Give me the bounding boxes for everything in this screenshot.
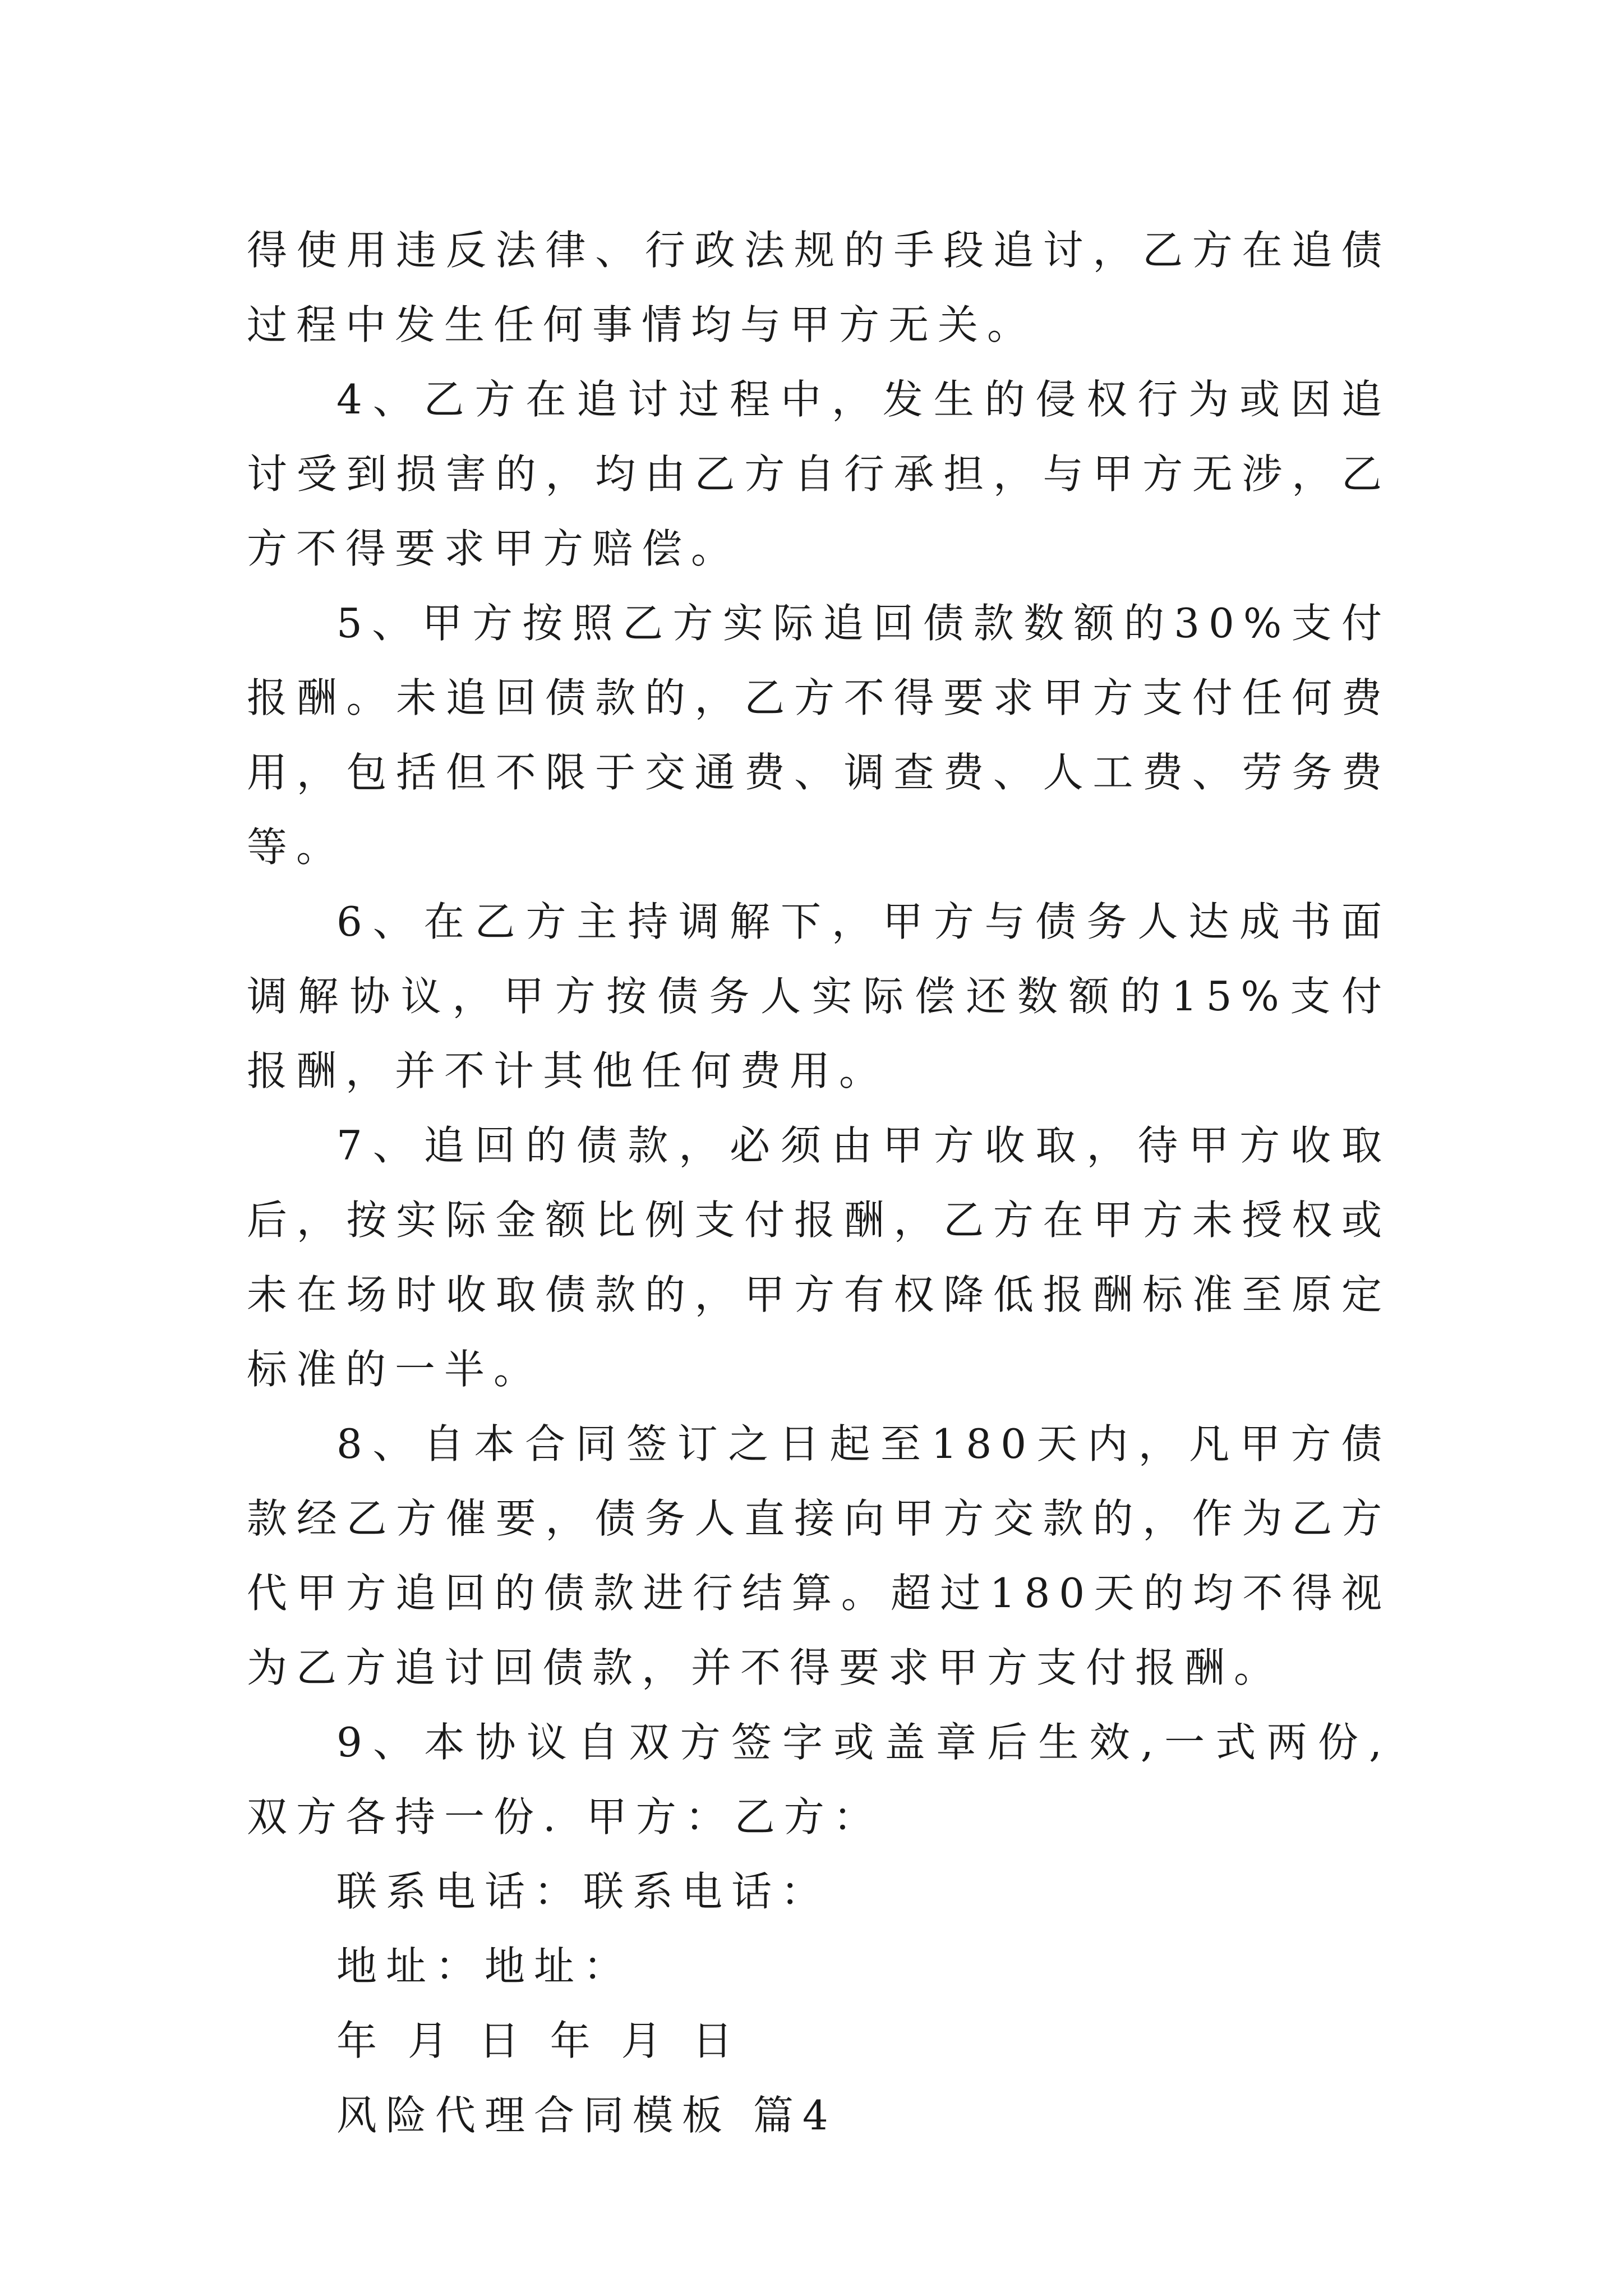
paragraph-continuation: 得使用违反法律、行政法规的手段追讨，乙方在追债过程中发生任何事情均与甲方无关。 bbox=[247, 227, 1391, 348]
paragraph-clause-5: 5、甲方按照乙方实际追回债款数额的30%支付报酬。未追回债款的，乙方不得要求甲方支付任何费用，包括但不限于交通费、调查费、人工费、劳务费等。 bbox=[247, 600, 1391, 871]
signature-phone-line: 联系电话：联系电话： bbox=[336, 1868, 831, 1915]
document-body bbox=[247, 213, 1391, 2153]
paragraph-clause-4: 4、乙方在追讨过程中，发生的侵权行为或因追讨受到损害的，均由乙方自行承担，与甲方无涉，乙方不得要求甲方赔偿。 bbox=[247, 376, 1391, 572]
signature-address-line: 地址：地址： bbox=[336, 1943, 633, 1990]
paragraph-clause-8: 8、自本合同签订之日起至180天内，凡甲方债款经乙方催要，债务人直接向甲方交款的，作为乙方代甲方追回的债款进行结算。超过180天的均不得视为乙方追讨回债款，并不得要求甲方支付报酬。 bbox=[247, 1420, 1391, 1691]
paragraph-clause-9: 9、本协议自双方签字或盖章后生效,一式两份,双方各持一份. 甲方：乙方： bbox=[247, 1719, 1391, 1841]
next-section-title: 风险代理合同模板 篇4 bbox=[336, 2092, 837, 2139]
paragraph-clause-7: 7、追回的债款，必须由甲方收取，待甲方收取后，按实际金额比例支付报酬，乙方在甲方未授权或未在场时收取债款的，甲方有权降低报酬标准至原定标准的一半。 bbox=[247, 1122, 1391, 1393]
paragraph-clause-6: 6、在乙方主持调解下，甲方与债务人达成书面调解协议，甲方按债务人实际偿还数额的15%支付报酬，并不计其他任何费用。 bbox=[247, 898, 1391, 1094]
signature-date-line: 年 月 日 年 月 日 bbox=[336, 2017, 742, 2064]
